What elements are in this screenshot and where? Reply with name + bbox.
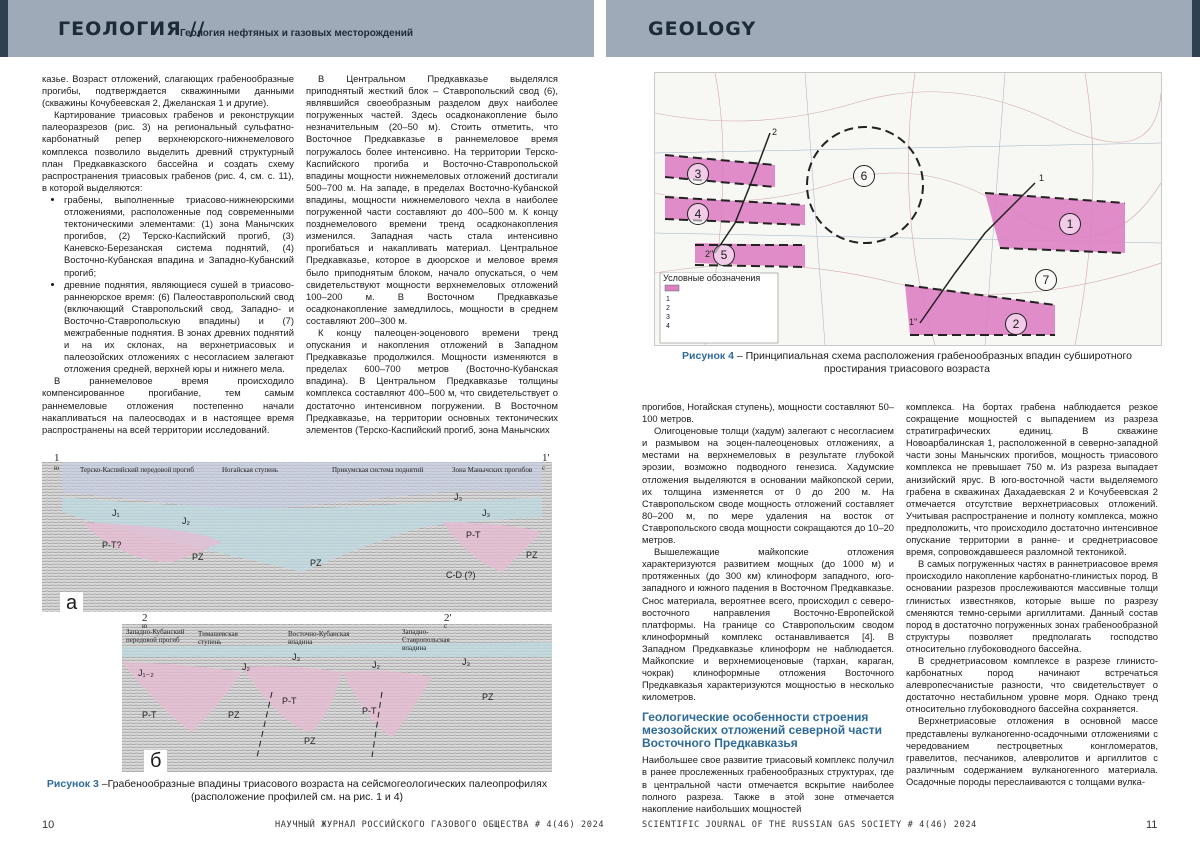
direction-label: с: [444, 622, 448, 630]
direction-label: ю: [54, 464, 60, 472]
paragraph: В самых погруженных частях в раннетриасовое время происходило накопление карбонатно-глинистых пород. В основании разрезов прослеживаются массивные толщи глинистых известняков, которые выше по разрезу сменяются темно-серыми аргиллитами. Данный состав пород в достаточно погруженных зонах грабенообразной структуры позволяет предполагать господство относительно глубоководного бассейна.: [906, 558, 1158, 654]
profile-label: 1: [1039, 173, 1045, 183]
paragraph: Вышележащие майкопские отложения характеризуются развитием мощных (до 1000 м) и протяженных (до 300 км) клиноформ западного, юго-западного и южного падения в Восточном Предкавказье. Снос материала, вероятнее всего, происходил с северо-восточного направления Восточно-Европейской платформы. На границе со Ставропольским сводом клиноформный комплекс останавливается [4]. В Западном Предкавказье клиноформ не наблюдается. Майкопские и верхнемиоценовые (тархан, караган, чокрак) клиноформные отложения Восточного Предкавказья характеризуются мощностью в несколько километров.: [642, 546, 894, 703]
legend-zone-marker: 2: [666, 305, 670, 312]
structure-label: Тимашевская ступень: [198, 630, 238, 646]
unit-label: J₁₋₂: [138, 668, 154, 678]
unit-label: J₃: [462, 657, 471, 667]
left-column-1: [42, 73, 294, 436]
unit-label: PZ: [310, 558, 322, 568]
zone-marker: 3: [687, 163, 709, 185]
right-column-1: [642, 401, 894, 815]
unit-label: P-T?: [102, 540, 122, 550]
bullet-list: [42, 194, 294, 375]
header-section-title-en: GEOLOGY: [648, 18, 757, 40]
paragraph: Верхнетриасовые отложения в основной массе представлены вулканогенно-осадочными отложениями с чередованием пестроцветных конгломератов, гравелитов, песчаников, алевролитов и аргиллитов с различным содержанием вулканогенного материала. Осадочные породы переслаиваются с толщами вулка-: [906, 715, 1158, 787]
direction-label: с: [542, 464, 546, 472]
zone-marker: 5: [713, 244, 735, 266]
unit-label: P-T: [466, 530, 481, 540]
section-heading: Геологические особенности строения мезозойских отложений северной части Восточного Предкавказья: [642, 710, 882, 751]
structure-label: Западно-Кубанский передовой прогиб: [126, 628, 185, 644]
paragraph: комплекса. На бортах грабена наблюдается резкое сокращение мощностей с выпадением из разреза стратиграфических единиц. В скважине Новоарбалинская 1, расположенной в северно-западной части зоны Манычских прогибов, мощность триасового комплекса не превышает 750 м. Из разреза выпадает анизийский ярус. В юго-восточной части выделяемого грабена в скважинах Дахадаевская 2 и Кочубеевская 2 отмечается отсутствие верхнетриасовых отложений. Учитывая распространение и полноту комплекса, можно предположить, что происходило достаточно интенсивное опускание территории в ранне- и среднетриасовое время, сопровождавшееся разломной тектоникой.: [906, 401, 1158, 558]
paragraph: В Центральном Предкавказье выделялся приподнятый жесткий блок – Ставропольский свод (6), являвшийся своеобразным разделом двух наиболее погруженных частей. Здесь осадконакопление было незначительным (20–50 м). Стоить отметить, что Восточное Предкавказье в раннемеловое время погружалось более интенсивно. На территории Терско-Каспийского прогиба и Восточно-Ставропольской впадины мощности нижнемеловых отложений достигали 500–700 м. На западе, в пределах Восточно-Кубанской впадины, мощности нижнемелового чехла в наиболее погруженной части составляют до 400–500 м. К концу позднемелового времени тренд осадконакопления изменился. Западная часть стала интенсивно прогибаться и накапливать материал. Центральное Предкавказье, которое в дюорское и меловое время было приподнятым блоком, начало опускаться, о чем свидетельствуют мощности верхнемеловых отложений 100–200 м. В Восточном Предкавказье осадконакопление замедлилось, мощности в среднем составляют 200–300 м.: [306, 73, 558, 326]
profile-start: 2: [142, 612, 148, 624]
profile-end: 1': [542, 452, 550, 464]
unit-label: J₂: [242, 662, 250, 672]
legend-title: Условные обозначения: [663, 273, 761, 283]
unit-label: P-T: [142, 710, 157, 720]
panel-b-tag: б: [144, 750, 167, 772]
bullet-item: • грабены, выполненные триасово-нижнеюрскими отложениями, расположенные под современными тектоническими элементами: (1) зона Манычских прогибов, (2) Терско-Каспийский прогиб, (3) Каневско-Березанская система поднятий, (4) Восточно-Кубанская впадина и Западно-Кубанский прогиб;: [64, 194, 294, 279]
unit-label: PZ: [526, 550, 538, 560]
unit-label: PZ: [304, 736, 316, 746]
left-page-number: 10: [42, 819, 55, 831]
zone-marker: 2: [1005, 313, 1027, 335]
figure-4-label: Рисунок 4: [682, 350, 734, 362]
unit-label: J₂: [372, 660, 380, 670]
left-footer: НАУЧНЫЙ ЖУРНАЛ РОССИЙСКОГО ГАЗОВОГО ОБЩЕСТВА # 4(46) 2024: [275, 820, 605, 830]
graben-scheme-map: [655, 73, 1161, 345]
unit-label: P-T: [362, 706, 377, 716]
profile-label: 2: [772, 127, 778, 137]
profile-label: 2": [705, 249, 714, 259]
bullet-item: • древние поднятия, являющиеся сушей в триасово-раннеюрское время: (6) Палеоставропольский свод (включающий Ставропольский свод, Западно- и Восточно-Ставропольскую впадины) и (7) межграбенные поднятия. В зонах древних поднятий и на их склонах, на верхнетриасовых и палеозойских отложениях с несогласием залегают отложения средней, верхней юры и нижнего мела.: [64, 279, 294, 376]
unit-label: PZ: [192, 552, 204, 562]
header-subsection: Геология нефтяных и газовых месторождений: [180, 28, 414, 39]
structure-label: Терско-Каспийский передовой прогиб: [80, 466, 194, 474]
unit-label: J₃: [292, 652, 301, 662]
profile-start: 1: [54, 452, 60, 464]
paragraph: К концу палеоцен-эоценового времени тренд опускания и накопления отложений в Западном Предкавказье продолжился. Мощности изменяются в пределах 600–700 метров (Восточно-Кубанская впадина). В Центральном Предкавказье толщины комплекса составляют 400–500 м, что свидетельствует о достаточно интенсивном погружении. В Восточном Предкавказье, на территории основных тектонических элементов (Терско-Каспийский прогиб, зона Манычских: [306, 326, 558, 435]
right-column-2: [906, 401, 1158, 788]
unit-label: J₃: [454, 492, 463, 502]
paragraph: В раннемеловое время происходило компенсированное прогибание, тем самым раннемеловые отложения постепенно начали накапливаться на палеосводах и в настоящее время распространены на всей территории исследований.: [42, 375, 294, 435]
structure-label: Зона Манычских прогибов: [452, 466, 533, 474]
left-page-header: [0, 0, 594, 57]
paragraph: В среднетриасовом комплексе в разрезе глинисто-карбонатных пород начинают встречаться алевропесчанистые разности, что свидетельствует о достаточно нестабильном уровне моря. Однако тренд относительно глубоководного бассейна сохраняется.: [906, 654, 1158, 715]
right-footer: SCIENTIFIC JOURNAL OF THE RUSSIAN GAS SOCIETY # 4(46) 2024: [642, 820, 977, 830]
figure-3-label: Рисунок 3: [46, 778, 99, 790]
figure-4: [654, 72, 1162, 346]
structure-label: Восточно-Кубанская впадина: [288, 630, 350, 646]
figure-3: [42, 452, 552, 774]
left-column-2: [306, 73, 558, 436]
unit-label: C-D (?): [446, 570, 476, 580]
paragraph: Олигоценовые толщи (хадум) залегают с несогласием и размывом на эоцен-палеоценовых отложениях, а местами на верхнемеловых в результате глубокой эрозии, возможно подводного генезиса. Хадумские отложения выделяются в основании майкопской серии, их толщина изменяется от 0 до 200 м. На Ставропольском своде мощность отложений составляет 80–200 м, по мере удаления на восток от Ставропольского свода мощности сокращаются до 10–20 метров.: [642, 425, 894, 546]
zone-marker: 1: [1059, 213, 1081, 235]
unit-label: P-T: [282, 696, 297, 706]
legend-zone-marker: 3: [666, 314, 670, 321]
profile-end: 2': [444, 612, 452, 624]
paragraph: Картирование триасовых грабенов и реконструкции палеоразрезов (рис. 3) на региональный сульфатно-карбонатный репер верхнеюрского-нижнемелового комплекса позволило выделить древний структурный план Предкавказского бассейна и создать схему распространения триасовых грабенов (рис. 4, см. с. 11), в которой выделяются:: [42, 109, 294, 193]
structure-label: Ногайская ступень: [222, 466, 279, 474]
legend-markers: [666, 295, 678, 339]
seismic-profiles-image: [42, 452, 552, 774]
legend-zone-marker: 1: [666, 296, 670, 303]
figure-3-caption-text: –Грабенообразные впадины триасового возраста на сейсмогеологических палеопрофилях (расположение профилей см. на рис. 1 и 4): [98, 778, 548, 803]
header-accent-bar: [1192, 0, 1200, 57]
paragraph: прогибов, Ногайская ступень), мощности составляют 50–100 метров.: [642, 401, 894, 425]
zone-marker: 6: [853, 165, 875, 187]
figure-3-caption: [42, 778, 552, 804]
unit-label: PZ: [228, 710, 240, 720]
structure-label: Западно-Ставропольская впадина: [402, 628, 450, 652]
unit-label: PZ: [482, 692, 494, 702]
structure-label: Прикумская система поднятий: [332, 466, 424, 474]
zone-marker: 4: [687, 203, 709, 225]
paragraph: Наибольшее свое развитие триасовый комплекс получил в ранее прослеженных грабенообразных структурах, где в центральной части отмечается вскрытие наиболее полного разреза. Также в этой зоне отмечается накопление наибольших мощностей: [642, 754, 894, 814]
header-section-title: ГЕОЛОГИЯ //: [58, 18, 206, 40]
figure-4-caption: [654, 350, 1160, 376]
right-page-header: [606, 0, 1200, 57]
figure-4-caption-text: – Принципиальная схема расположения грабенообразных впадин субширотного простирания триасового возраста: [733, 350, 1132, 375]
zone-marker: 7: [1035, 269, 1057, 291]
unit-label: J₁: [112, 508, 120, 518]
panel-a-tag: а: [60, 592, 83, 614]
unit-label: J₃: [482, 508, 491, 518]
direction-label: ю: [142, 622, 148, 630]
unit-label: J₂: [182, 516, 190, 526]
right-page-number: 11: [1146, 819, 1158, 831]
legend-zone-marker: 4: [666, 323, 670, 330]
paragraph: казье. Возраст отложений, слагающих грабенообразные прогибы, подтверждается скважинными данными (скважины Кочубеевская 2, Джеланская 1 и другие).: [42, 73, 294, 109]
profile-label: 1": [909, 317, 918, 327]
header-accent-bar: [0, 0, 8, 57]
